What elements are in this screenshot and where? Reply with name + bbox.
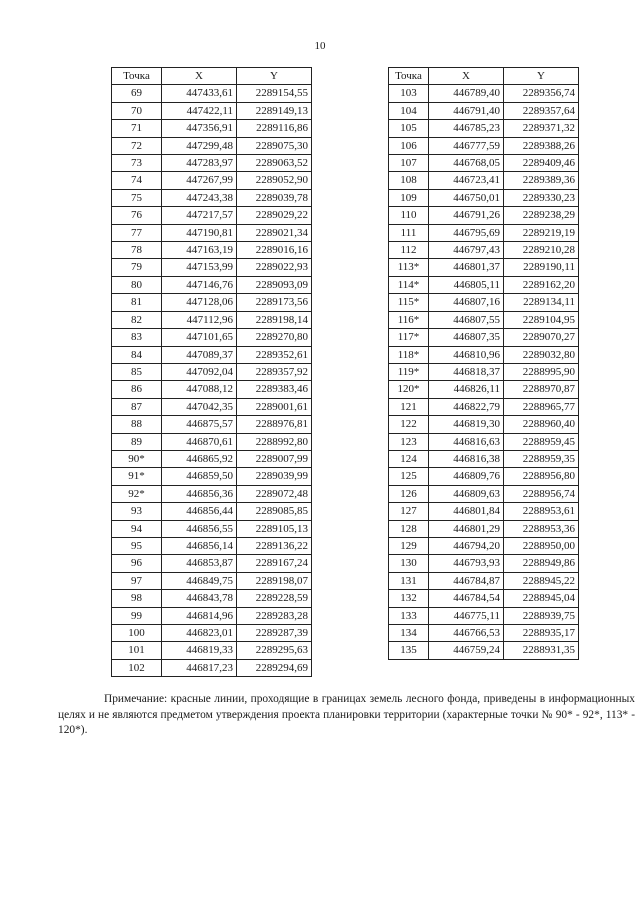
column-header-y: Y: [504, 68, 579, 85]
y-cell: 2288956,80: [504, 468, 579, 485]
x-cell: 446785,23: [429, 120, 504, 137]
y-cell: 2289032,80: [504, 346, 579, 363]
y-cell: 2289075,30: [237, 137, 312, 154]
x-cell: 446794,20: [429, 537, 504, 554]
x-cell: 446870,61: [162, 433, 237, 450]
table-row: [112, 137, 312, 154]
y-cell: 2288965,77: [504, 398, 579, 415]
table-row: [112, 416, 312, 433]
y-cell: 2288960,40: [504, 416, 579, 433]
point-cell: 71: [112, 120, 162, 137]
point-cell: 109: [389, 189, 429, 206]
table-row: [112, 311, 312, 328]
point-cell: 111: [389, 224, 429, 241]
column-header-point: Точка: [389, 68, 429, 85]
y-cell: 2288970,87: [504, 381, 579, 398]
x-cell: 446859,50: [162, 468, 237, 485]
x-cell: 446822,79: [429, 398, 504, 415]
table-row: [112, 172, 312, 189]
point-cell: 134: [389, 625, 429, 642]
y-cell: 2289357,92: [237, 363, 312, 380]
y-cell: 2289219,19: [504, 224, 579, 241]
point-cell: 83: [112, 329, 162, 346]
point-cell: 103: [389, 85, 429, 102]
x-cell: 446805,11: [429, 276, 504, 293]
point-cell: 75: [112, 189, 162, 206]
y-cell: 2289021,34: [237, 224, 312, 241]
y-cell: 2289016,16: [237, 242, 312, 259]
x-cell: 447267,99: [162, 172, 237, 189]
point-cell: 97: [112, 572, 162, 589]
x-cell: 447089,37: [162, 346, 237, 363]
y-cell: 2288995,90: [504, 363, 579, 380]
table-row: [112, 189, 312, 206]
table-row: [112, 363, 312, 380]
point-cell: 126: [389, 485, 429, 502]
x-cell: 446856,44: [162, 503, 237, 520]
table-row: [112, 572, 312, 589]
y-cell: 2288956,74: [504, 485, 579, 502]
table-row: [112, 259, 312, 276]
y-cell: 2289389,36: [504, 172, 579, 189]
table-row: [389, 311, 579, 328]
y-cell: 2288953,61: [504, 503, 579, 520]
y-cell: 2289294,69: [237, 659, 312, 676]
y-cell: 2289371,32: [504, 120, 579, 137]
y-cell: 2289173,56: [237, 294, 312, 311]
table-row: [112, 85, 312, 102]
y-cell: 2289352,61: [237, 346, 312, 363]
point-cell: 84: [112, 346, 162, 363]
y-cell: 2289093,09: [237, 276, 312, 293]
point-cell: 121: [389, 398, 429, 415]
point-cell: 81: [112, 294, 162, 311]
table-row: [112, 468, 312, 485]
y-cell: 2289007,99: [237, 450, 312, 467]
point-cell: 79: [112, 259, 162, 276]
y-cell: 2289085,85: [237, 503, 312, 520]
x-cell: 446856,55: [162, 520, 237, 537]
x-cell: 446784,87: [429, 572, 504, 589]
point-cell: 85: [112, 363, 162, 380]
table-row: [112, 659, 312, 676]
table-row: [389, 642, 579, 659]
table-row: [389, 346, 579, 363]
point-cell: 101: [112, 642, 162, 659]
table-row: [389, 468, 579, 485]
point-cell: 132: [389, 590, 429, 607]
x-cell: 446849,75: [162, 572, 237, 589]
point-cell: 69: [112, 85, 162, 102]
x-cell: 447217,57: [162, 207, 237, 224]
y-cell: 2289154,55: [237, 85, 312, 102]
table-row: [112, 642, 312, 659]
table-row: [389, 433, 579, 450]
point-cell: 80: [112, 276, 162, 293]
point-cell: 118*: [389, 346, 429, 363]
x-cell: 446819,33: [162, 642, 237, 659]
coordinates-table-left: [111, 67, 312, 677]
x-cell: 447101,65: [162, 329, 237, 346]
table-row: [389, 398, 579, 415]
point-cell: 77: [112, 224, 162, 241]
point-cell: 78: [112, 242, 162, 259]
table-row: [112, 590, 312, 607]
x-cell: 446791,40: [429, 102, 504, 119]
table-row: [389, 537, 579, 554]
y-cell: 2289001,61: [237, 398, 312, 415]
table-row: [389, 155, 579, 172]
table-row: [112, 120, 312, 137]
table-row: [389, 520, 579, 537]
point-cell: 73: [112, 155, 162, 172]
x-cell: 446814,96: [162, 607, 237, 624]
point-cell: 74: [112, 172, 162, 189]
point-cell: 108: [389, 172, 429, 189]
x-cell: 446791,26: [429, 207, 504, 224]
x-cell: 446768,05: [429, 155, 504, 172]
x-cell: 447299,48: [162, 137, 237, 154]
y-cell: 2289105,13: [237, 520, 312, 537]
table-row: [112, 155, 312, 172]
table-row: [389, 276, 579, 293]
y-cell: 2289052,90: [237, 172, 312, 189]
table-row: [389, 572, 579, 589]
point-cell: 92*: [112, 485, 162, 502]
x-cell: 446750,01: [429, 189, 504, 206]
table-row: [112, 242, 312, 259]
y-cell: 2288945,04: [504, 590, 579, 607]
point-cell: 90*: [112, 450, 162, 467]
table-row: [112, 433, 312, 450]
table-row: [112, 607, 312, 624]
x-cell: 447356,91: [162, 120, 237, 137]
x-cell: 446784,54: [429, 590, 504, 607]
note-paragraph: [58, 692, 635, 739]
y-cell: 2289409,46: [504, 155, 579, 172]
table-row: [112, 503, 312, 520]
table-row: [389, 120, 579, 137]
table-row: [389, 189, 579, 206]
x-cell: 446777,59: [429, 137, 504, 154]
y-cell: 2289070,27: [504, 329, 579, 346]
table-row: [389, 381, 579, 398]
x-cell: 446789,40: [429, 85, 504, 102]
table-row: [389, 224, 579, 241]
point-cell: 99: [112, 607, 162, 624]
y-cell: 2289136,22: [237, 537, 312, 554]
table-row: [389, 85, 579, 102]
x-cell: 446816,38: [429, 450, 504, 467]
y-cell: 2289022,93: [237, 259, 312, 276]
point-cell: 70: [112, 102, 162, 119]
table-row: [112, 207, 312, 224]
table-row: [389, 555, 579, 572]
point-cell: 87: [112, 398, 162, 415]
table-row: [112, 294, 312, 311]
point-cell: 128: [389, 520, 429, 537]
table-row: [389, 416, 579, 433]
x-cell: 447146,76: [162, 276, 237, 293]
point-cell: 104: [389, 102, 429, 119]
column-header-y: Y: [237, 68, 312, 85]
table-row: [112, 102, 312, 119]
point-cell: 88: [112, 416, 162, 433]
table-row: [112, 224, 312, 241]
point-cell: 86: [112, 381, 162, 398]
table-row: [389, 102, 579, 119]
x-cell: 446723,41: [429, 172, 504, 189]
y-cell: 2289330,23: [504, 189, 579, 206]
point-cell: 110: [389, 207, 429, 224]
y-cell: 2288950,00: [504, 537, 579, 554]
point-cell: 131: [389, 572, 429, 589]
x-cell: 447112,96: [162, 311, 237, 328]
page-number: 10: [314, 40, 326, 52]
point-cell: 106: [389, 137, 429, 154]
y-cell: 2289238,29: [504, 207, 579, 224]
point-cell: 98: [112, 590, 162, 607]
point-cell: 123: [389, 433, 429, 450]
table-row: [389, 207, 579, 224]
x-cell: 447153,99: [162, 259, 237, 276]
table-row: [112, 381, 312, 398]
point-cell: 127: [389, 503, 429, 520]
x-cell: 446856,14: [162, 537, 237, 554]
point-cell: 82: [112, 311, 162, 328]
point-cell: 120*: [389, 381, 429, 398]
x-cell: 447283,97: [162, 155, 237, 172]
x-cell: 446807,16: [429, 294, 504, 311]
x-cell: 446807,35: [429, 329, 504, 346]
x-cell: 446775,11: [429, 607, 504, 624]
y-cell: 2289198,07: [237, 572, 312, 589]
y-cell: 2289383,46: [237, 381, 312, 398]
table-row: [389, 363, 579, 380]
point-cell: 130: [389, 555, 429, 572]
x-cell: 446823,01: [162, 625, 237, 642]
x-cell: 446853,87: [162, 555, 237, 572]
x-cell: 446856,36: [162, 485, 237, 502]
point-cell: 89: [112, 433, 162, 450]
table-row: [112, 450, 312, 467]
point-cell: 95: [112, 537, 162, 554]
y-cell: 2289388,26: [504, 137, 579, 154]
y-cell: 2288935,17: [504, 625, 579, 642]
point-cell: 113*: [389, 259, 429, 276]
table-row: [389, 172, 579, 189]
y-cell: 2288953,36: [504, 520, 579, 537]
x-cell: 447128,06: [162, 294, 237, 311]
y-cell: 2289063,52: [237, 155, 312, 172]
x-cell: 446807,55: [429, 311, 504, 328]
x-cell: 447042,35: [162, 398, 237, 415]
x-cell: 447088,12: [162, 381, 237, 398]
table-header-row: [389, 68, 579, 85]
table-row: [389, 259, 579, 276]
x-cell: 446801,37: [429, 259, 504, 276]
table-row: [389, 625, 579, 642]
point-cell: 124: [389, 450, 429, 467]
y-cell: 2289116,86: [237, 120, 312, 137]
point-cell: 112: [389, 242, 429, 259]
x-cell: 446865,92: [162, 450, 237, 467]
table-row: [389, 503, 579, 520]
y-cell: 2289104,95: [504, 311, 579, 328]
table-header-row: [112, 68, 312, 85]
point-cell: 133: [389, 607, 429, 624]
point-cell: 135: [389, 642, 429, 659]
point-cell: 119*: [389, 363, 429, 380]
table-row: [112, 485, 312, 502]
point-cell: 96: [112, 555, 162, 572]
point-cell: 91*: [112, 468, 162, 485]
y-cell: 2288976,81: [237, 416, 312, 433]
x-cell: 446766,53: [429, 625, 504, 642]
point-cell: 94: [112, 520, 162, 537]
table-row: [112, 555, 312, 572]
table-row: [389, 137, 579, 154]
y-cell: 2289039,78: [237, 189, 312, 206]
y-cell: 2289295,63: [237, 642, 312, 659]
point-cell: 129: [389, 537, 429, 554]
y-cell: 2289210,28: [504, 242, 579, 259]
y-cell: 2289167,24: [237, 555, 312, 572]
y-cell: 2289162,20: [504, 276, 579, 293]
y-cell: 2289356,74: [504, 85, 579, 102]
point-cell: 125: [389, 468, 429, 485]
y-cell: 2289357,64: [504, 102, 579, 119]
table-row: [389, 242, 579, 259]
y-cell: 2289149,13: [237, 102, 312, 119]
x-cell: 446801,84: [429, 503, 504, 520]
x-cell: 446826,11: [429, 381, 504, 398]
y-cell: 2288959,35: [504, 450, 579, 467]
y-cell: 2289072,48: [237, 485, 312, 502]
point-cell: 93: [112, 503, 162, 520]
x-cell: 446809,63: [429, 485, 504, 502]
table-row: [112, 537, 312, 554]
y-cell: 2288945,22: [504, 572, 579, 589]
x-cell: 446809,76: [429, 468, 504, 485]
y-cell: 2289287,39: [237, 625, 312, 642]
x-cell: 446818,37: [429, 363, 504, 380]
x-cell: 446795,69: [429, 224, 504, 241]
point-cell: 100: [112, 625, 162, 642]
y-cell: 2288939,75: [504, 607, 579, 624]
table-row: [112, 329, 312, 346]
table-row: [112, 398, 312, 415]
x-cell: 447243,38: [162, 189, 237, 206]
x-cell: 446819,30: [429, 416, 504, 433]
column-header-x: X: [429, 68, 504, 85]
y-cell: 2289283,28: [237, 607, 312, 624]
x-cell: 447190,81: [162, 224, 237, 241]
table-row: [112, 276, 312, 293]
y-cell: 2289039,99: [237, 468, 312, 485]
y-cell: 2289270,80: [237, 329, 312, 346]
table-row: [389, 485, 579, 502]
column-header-x: X: [162, 68, 237, 85]
x-cell: 447422,11: [162, 102, 237, 119]
point-cell: 105: [389, 120, 429, 137]
point-cell: 117*: [389, 329, 429, 346]
table-row: [112, 625, 312, 642]
table-row: [112, 346, 312, 363]
x-cell: 446810,96: [429, 346, 504, 363]
y-cell: 2288959,45: [504, 433, 579, 450]
x-cell: 446816,63: [429, 433, 504, 450]
y-cell: 2289190,11: [504, 259, 579, 276]
column-header-point: Точка: [112, 68, 162, 85]
point-cell: 107: [389, 155, 429, 172]
y-cell: 2288931,35: [504, 642, 579, 659]
y-cell: 2289198,14: [237, 311, 312, 328]
table-row: [389, 294, 579, 311]
x-cell: 446793,93: [429, 555, 504, 572]
y-cell: 2289029,22: [237, 207, 312, 224]
y-cell: 2289134,11: [504, 294, 579, 311]
note-text: Примечание: красные линии, проходящие в границах земель лесного фонда, приведены в информационных целях и не являются предметом утверждения проекта планировки территории (характерные точки № 90* - 92*, 113* - 120*).: [58, 693, 635, 736]
x-cell: 446817,23: [162, 659, 237, 676]
x-cell: 446801,29: [429, 520, 504, 537]
point-cell: 114*: [389, 276, 429, 293]
point-cell: 72: [112, 137, 162, 154]
x-cell: 446843,78: [162, 590, 237, 607]
table-row: [112, 520, 312, 537]
point-cell: 76: [112, 207, 162, 224]
y-cell: 2288949,86: [504, 555, 579, 572]
y-cell: 2289228,59: [237, 590, 312, 607]
y-cell: 2288992,80: [237, 433, 312, 450]
table-row: [389, 329, 579, 346]
point-cell: 116*: [389, 311, 429, 328]
x-cell: 447163,19: [162, 242, 237, 259]
x-cell: 447433,61: [162, 85, 237, 102]
table-row: [389, 607, 579, 624]
point-cell: 102: [112, 659, 162, 676]
point-cell: 122: [389, 416, 429, 433]
point-cell: 115*: [389, 294, 429, 311]
table-row: [389, 450, 579, 467]
table-row: [389, 590, 579, 607]
coordinates-table-right: [388, 67, 579, 660]
x-cell: 446759,24: [429, 642, 504, 659]
x-cell: 446875,57: [162, 416, 237, 433]
x-cell: 447092,04: [162, 363, 237, 380]
x-cell: 446797,43: [429, 242, 504, 259]
